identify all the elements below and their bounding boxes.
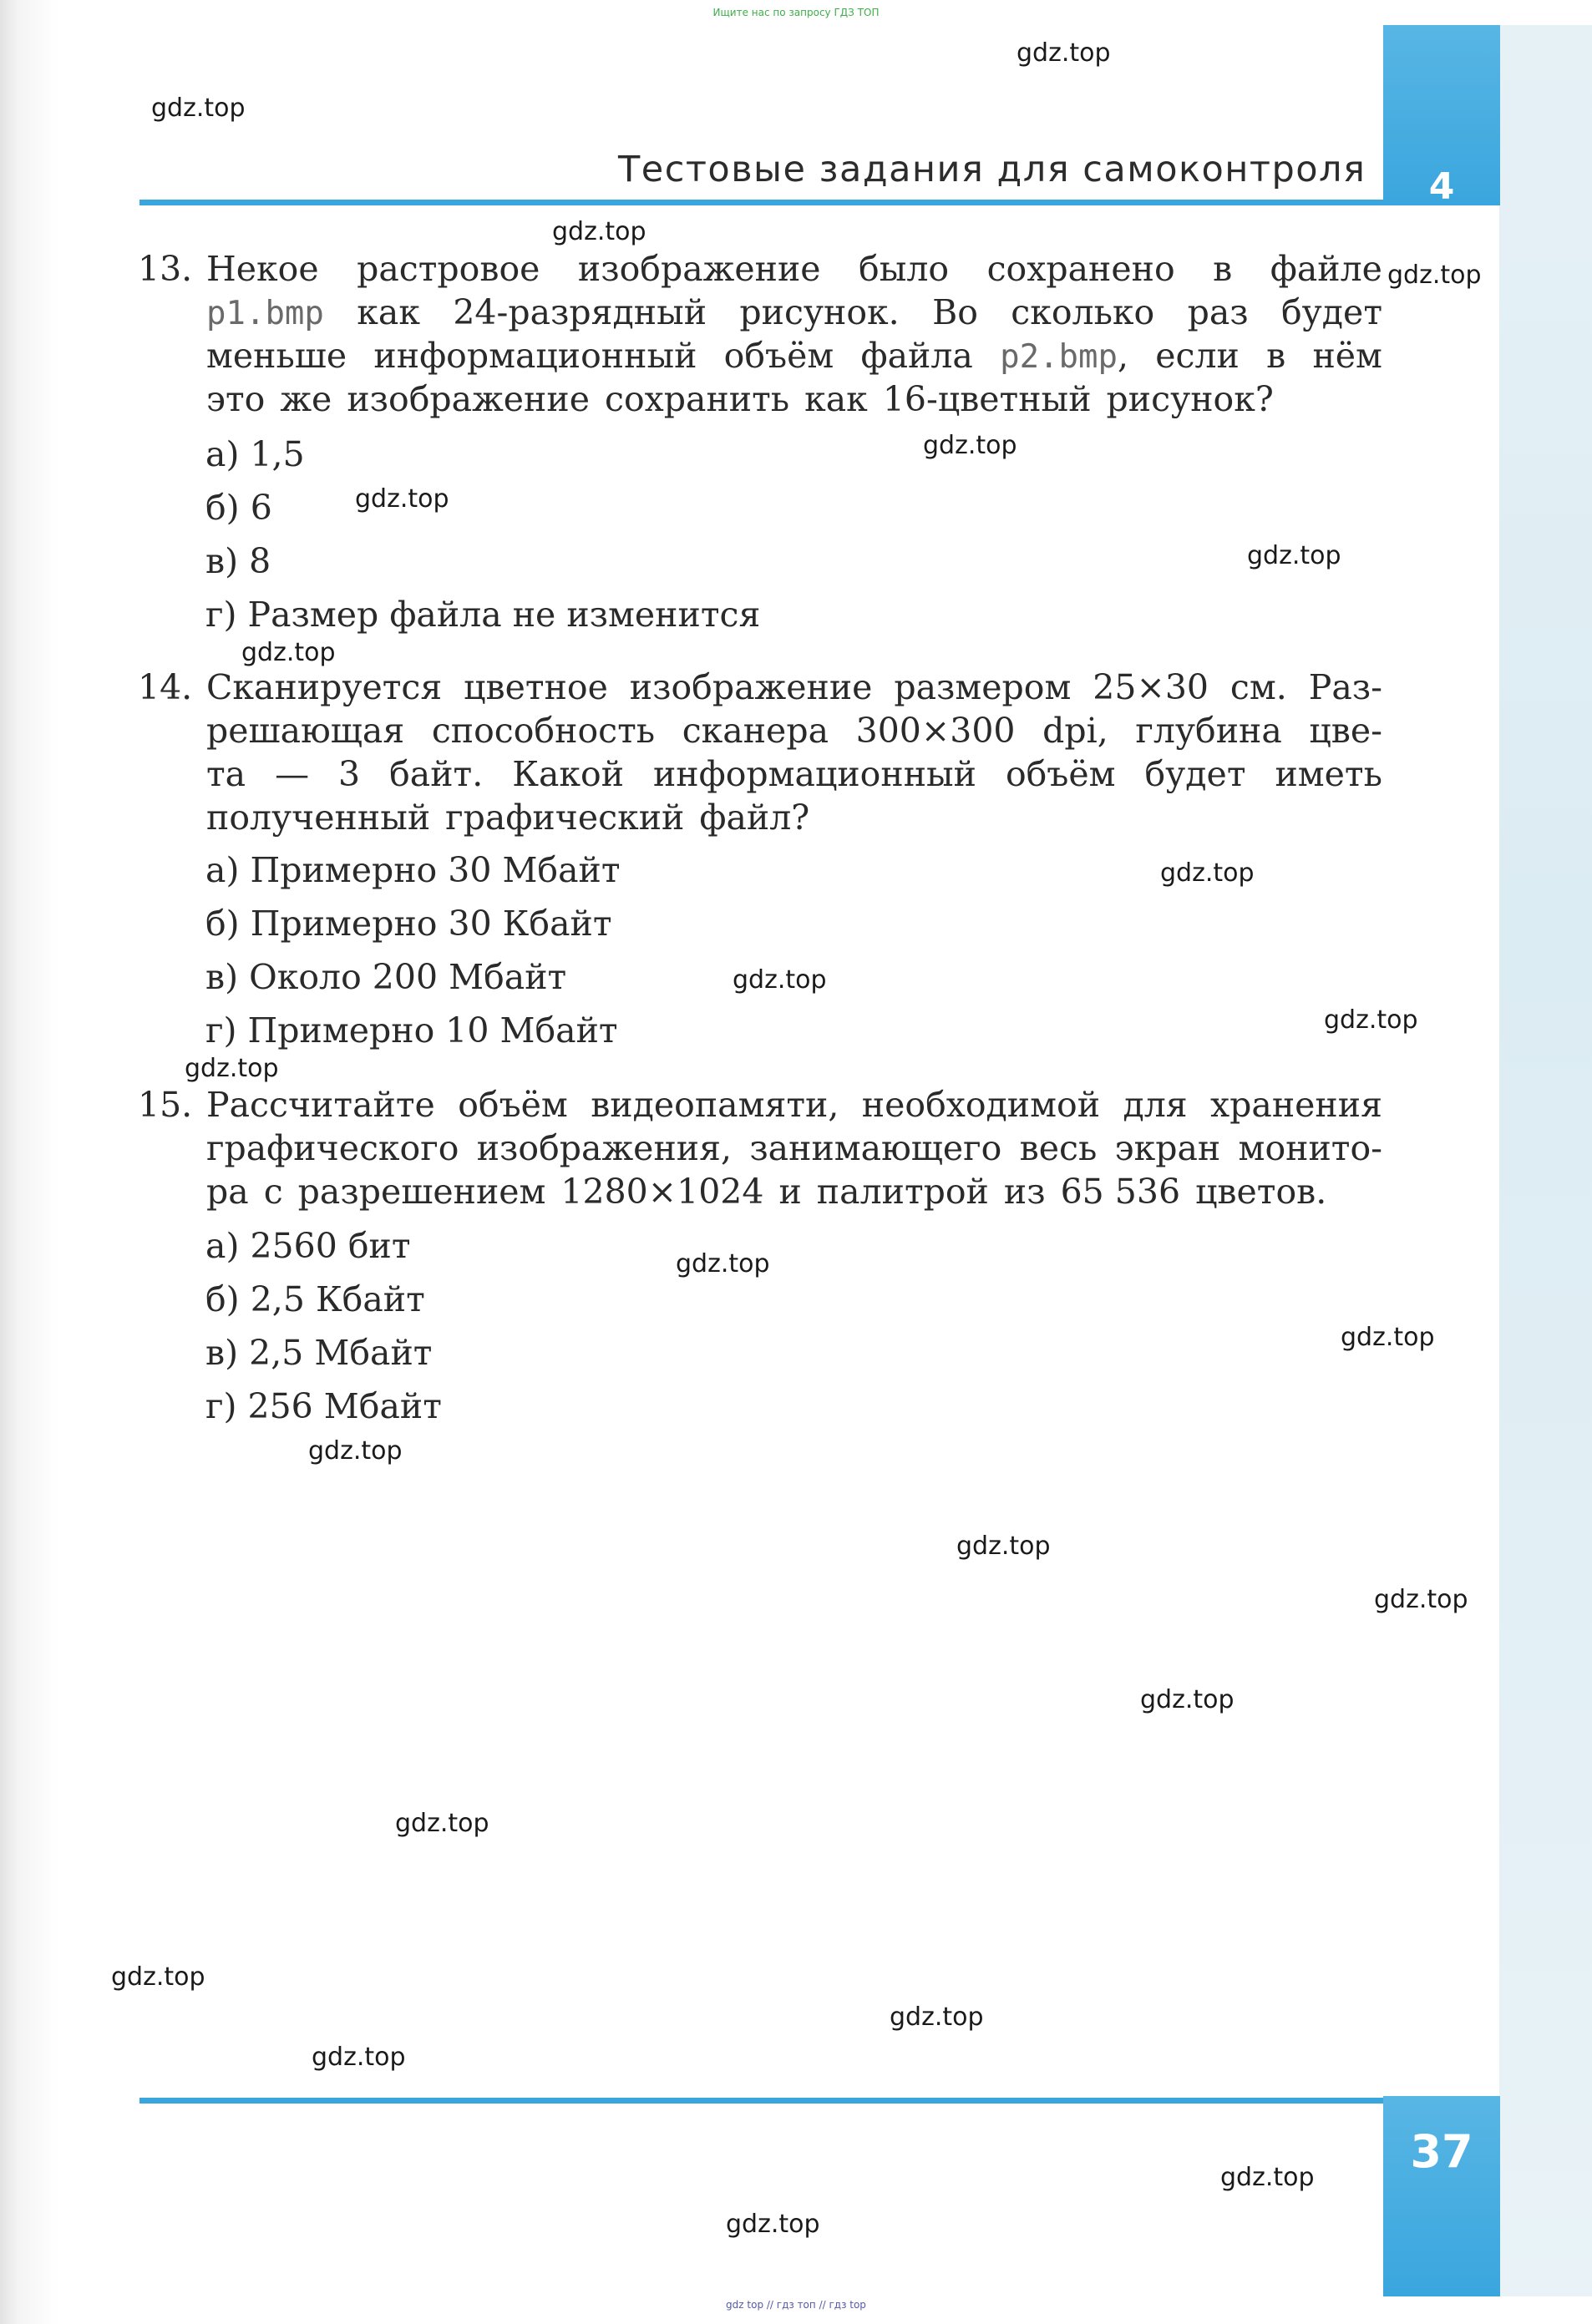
word: файл? (699, 797, 810, 838)
page-number: 37 (1410, 2125, 1473, 2178)
word: 1280×1024 (560, 1172, 764, 1212)
answer-option: б) 6 (205, 488, 272, 528)
word: объём (1005, 754, 1116, 794)
chapter-number: 4 (1428, 165, 1455, 208)
watermark: gdz.top (308, 1436, 403, 1466)
word: изображение (629, 667, 873, 707)
question-text-line (138, 666, 1382, 709)
watermark: gdz.top (676, 1249, 770, 1278)
watermark: gdz.top (1220, 2163, 1315, 2192)
word: рисунок? (1106, 379, 1274, 419)
question-text-line (138, 709, 1382, 752)
punctuation: , (1117, 336, 1129, 376)
word: как (804, 379, 868, 419)
watermark: gdz.top (956, 1532, 1051, 1561)
word: если (1155, 336, 1240, 376)
word: графического (206, 1128, 459, 1168)
answer-option: а) Примерно 30 Мбайт (205, 850, 621, 890)
question-text-line (138, 1170, 1382, 1213)
watermark: gdz.top (1324, 1005, 1418, 1035)
answer-option: г) Размер файла не изменится (205, 595, 761, 635)
word: сохранить (604, 379, 790, 419)
question-text-line (138, 377, 1382, 421)
watermark: gdz.top (312, 2043, 406, 2072)
word: весь (1019, 1128, 1098, 1168)
word: для (1123, 1085, 1188, 1125)
word: 300×300 (855, 711, 1016, 751)
watermark: gdz.top (1140, 1685, 1235, 1714)
filename-text: p1.bmp (206, 295, 324, 332)
word: Во (932, 292, 978, 332)
question-text-line (138, 796, 1382, 839)
word: цве- (1309, 711, 1382, 751)
word: с (263, 1172, 283, 1212)
watermark: gdz.top (1374, 1585, 1468, 1614)
answer-option: г) Примерно 10 Мбайт (205, 1010, 618, 1051)
watermark: gdz.top (733, 965, 827, 995)
word: разрешением (297, 1172, 546, 1212)
watermark: gdz.top (1387, 261, 1482, 290)
word: полученный (206, 797, 431, 838)
word: файле (1270, 249, 1382, 289)
watermark: gdz.top (552, 217, 646, 246)
question-14 (138, 666, 1382, 839)
word: и (778, 1172, 802, 1212)
watermark: gdz.top (151, 94, 246, 123)
right-margin-strip (1499, 25, 1592, 2296)
word: сколько (1011, 292, 1155, 332)
word: см. (1229, 667, 1287, 707)
answer-option: а) 1,5 (205, 434, 305, 474)
word: рисунок. (739, 292, 900, 332)
watermark: gdz.top (1247, 541, 1341, 570)
word: нём (1312, 336, 1382, 376)
word: видеопамяти, (591, 1085, 839, 1125)
question-number: 14. (138, 667, 193, 707)
question-13 (138, 247, 1382, 421)
word: 3 (338, 754, 361, 794)
chapter-tab (1383, 25, 1500, 208)
word: dpi, (1042, 711, 1108, 751)
page-header-title: Тестовые задания для самоконтроля (618, 149, 1366, 190)
word: Какой (512, 754, 625, 794)
word: информационный (373, 336, 697, 376)
question-number: 13. (138, 249, 193, 289)
answer-option: в) 8 (205, 541, 271, 581)
word: байт. (389, 754, 484, 794)
word: будет (1144, 754, 1246, 794)
watermark: gdz.top (726, 2210, 820, 2239)
word: Рассчитайте (206, 1085, 435, 1125)
word: необходимой (861, 1085, 1101, 1125)
question-text-line (138, 1083, 1382, 1127)
watermark: gdz.top (395, 1809, 489, 1838)
word: Сканируется (206, 667, 443, 707)
word: та (206, 754, 246, 794)
word: экран (1114, 1128, 1221, 1168)
word: растровое (357, 249, 540, 289)
answer-option: в) Около 200 Мбайт (205, 957, 567, 997)
word: изображение (347, 379, 590, 419)
word: меньше (206, 336, 347, 376)
word: было (859, 249, 950, 289)
watermark: gdz.top (1160, 858, 1255, 888)
answer-option: в) 2,5 Мбайт (205, 1333, 433, 1373)
watermark: gdz.top (923, 431, 1017, 460)
word: палитрой (816, 1172, 989, 1212)
question-text-line (138, 291, 1382, 334)
watermark: gdz.top (1017, 38, 1111, 68)
word: Некое (206, 249, 319, 289)
word: изображение (577, 249, 821, 289)
question-text-line (138, 247, 1382, 291)
question-text-line (138, 1127, 1382, 1170)
word: в (1213, 249, 1233, 289)
answer-option: б) 2,5 Кбайт (205, 1279, 425, 1319)
word: монито- (1238, 1128, 1382, 1168)
filename (206, 291, 324, 334)
word: Раз- (1308, 667, 1382, 707)
page-number-tab (1383, 2096, 1500, 2296)
word: же (280, 379, 332, 419)
word: 16-цветный (882, 379, 1092, 419)
word: файла (860, 336, 973, 376)
word: — (275, 754, 310, 794)
header-rule (139, 200, 1384, 205)
question-text-line (138, 752, 1382, 796)
answer-option: г) 256 Мбайт (205, 1386, 442, 1426)
word: решающая (206, 711, 405, 751)
word: цветное (464, 667, 608, 707)
word: сохранено (986, 249, 1175, 289)
word: цветов. (1195, 1172, 1327, 1212)
watermark: gdz.top (890, 2002, 984, 2032)
answer-option: а) 2560 бит (205, 1226, 411, 1266)
watermark: gdz.top (241, 638, 336, 667)
top-search-note: Ищите нас по запросу ГДЗ ТОП (712, 7, 880, 18)
question-text-line (138, 334, 1382, 377)
word: 25×30 (1093, 667, 1209, 707)
word: из (1003, 1172, 1046, 1212)
watermark: gdz.top (185, 1054, 279, 1083)
answer-option: б) Примерно 30 Кбайт (205, 904, 612, 944)
word: объём (723, 336, 834, 376)
word: 24-разрядный (453, 292, 707, 332)
word: сканера (682, 711, 829, 751)
word: ра (206, 1172, 249, 1212)
word: объём (458, 1085, 568, 1125)
question-number: 15. (138, 1085, 193, 1125)
word: способность (431, 711, 656, 751)
word: размером (894, 667, 1072, 707)
watermark: gdz.top (1341, 1323, 1435, 1352)
word: глубина (1135, 711, 1282, 751)
word: графический (445, 797, 685, 838)
word: иметь (1275, 754, 1382, 794)
question-15 (138, 1083, 1382, 1213)
word: в (1266, 336, 1286, 376)
word: раз (1187, 292, 1249, 332)
word: 65 536 (1060, 1172, 1181, 1212)
word: изображения, (476, 1128, 732, 1168)
watermark: gdz.top (111, 1962, 205, 1992)
watermark: gdz.top (355, 484, 449, 514)
bottom-note: gdz top // гдз топ // гдз top (726, 2299, 866, 2311)
word: занимающего (749, 1128, 1002, 1168)
word: хранения (1210, 1085, 1382, 1125)
word: информационный (652, 754, 976, 794)
footer-rule (139, 2098, 1384, 2104)
word: это (206, 379, 266, 419)
filename (1000, 334, 1128, 377)
filename-text: p2.bmp (1000, 338, 1118, 376)
word: будет (1281, 292, 1382, 332)
word: как (357, 292, 420, 332)
